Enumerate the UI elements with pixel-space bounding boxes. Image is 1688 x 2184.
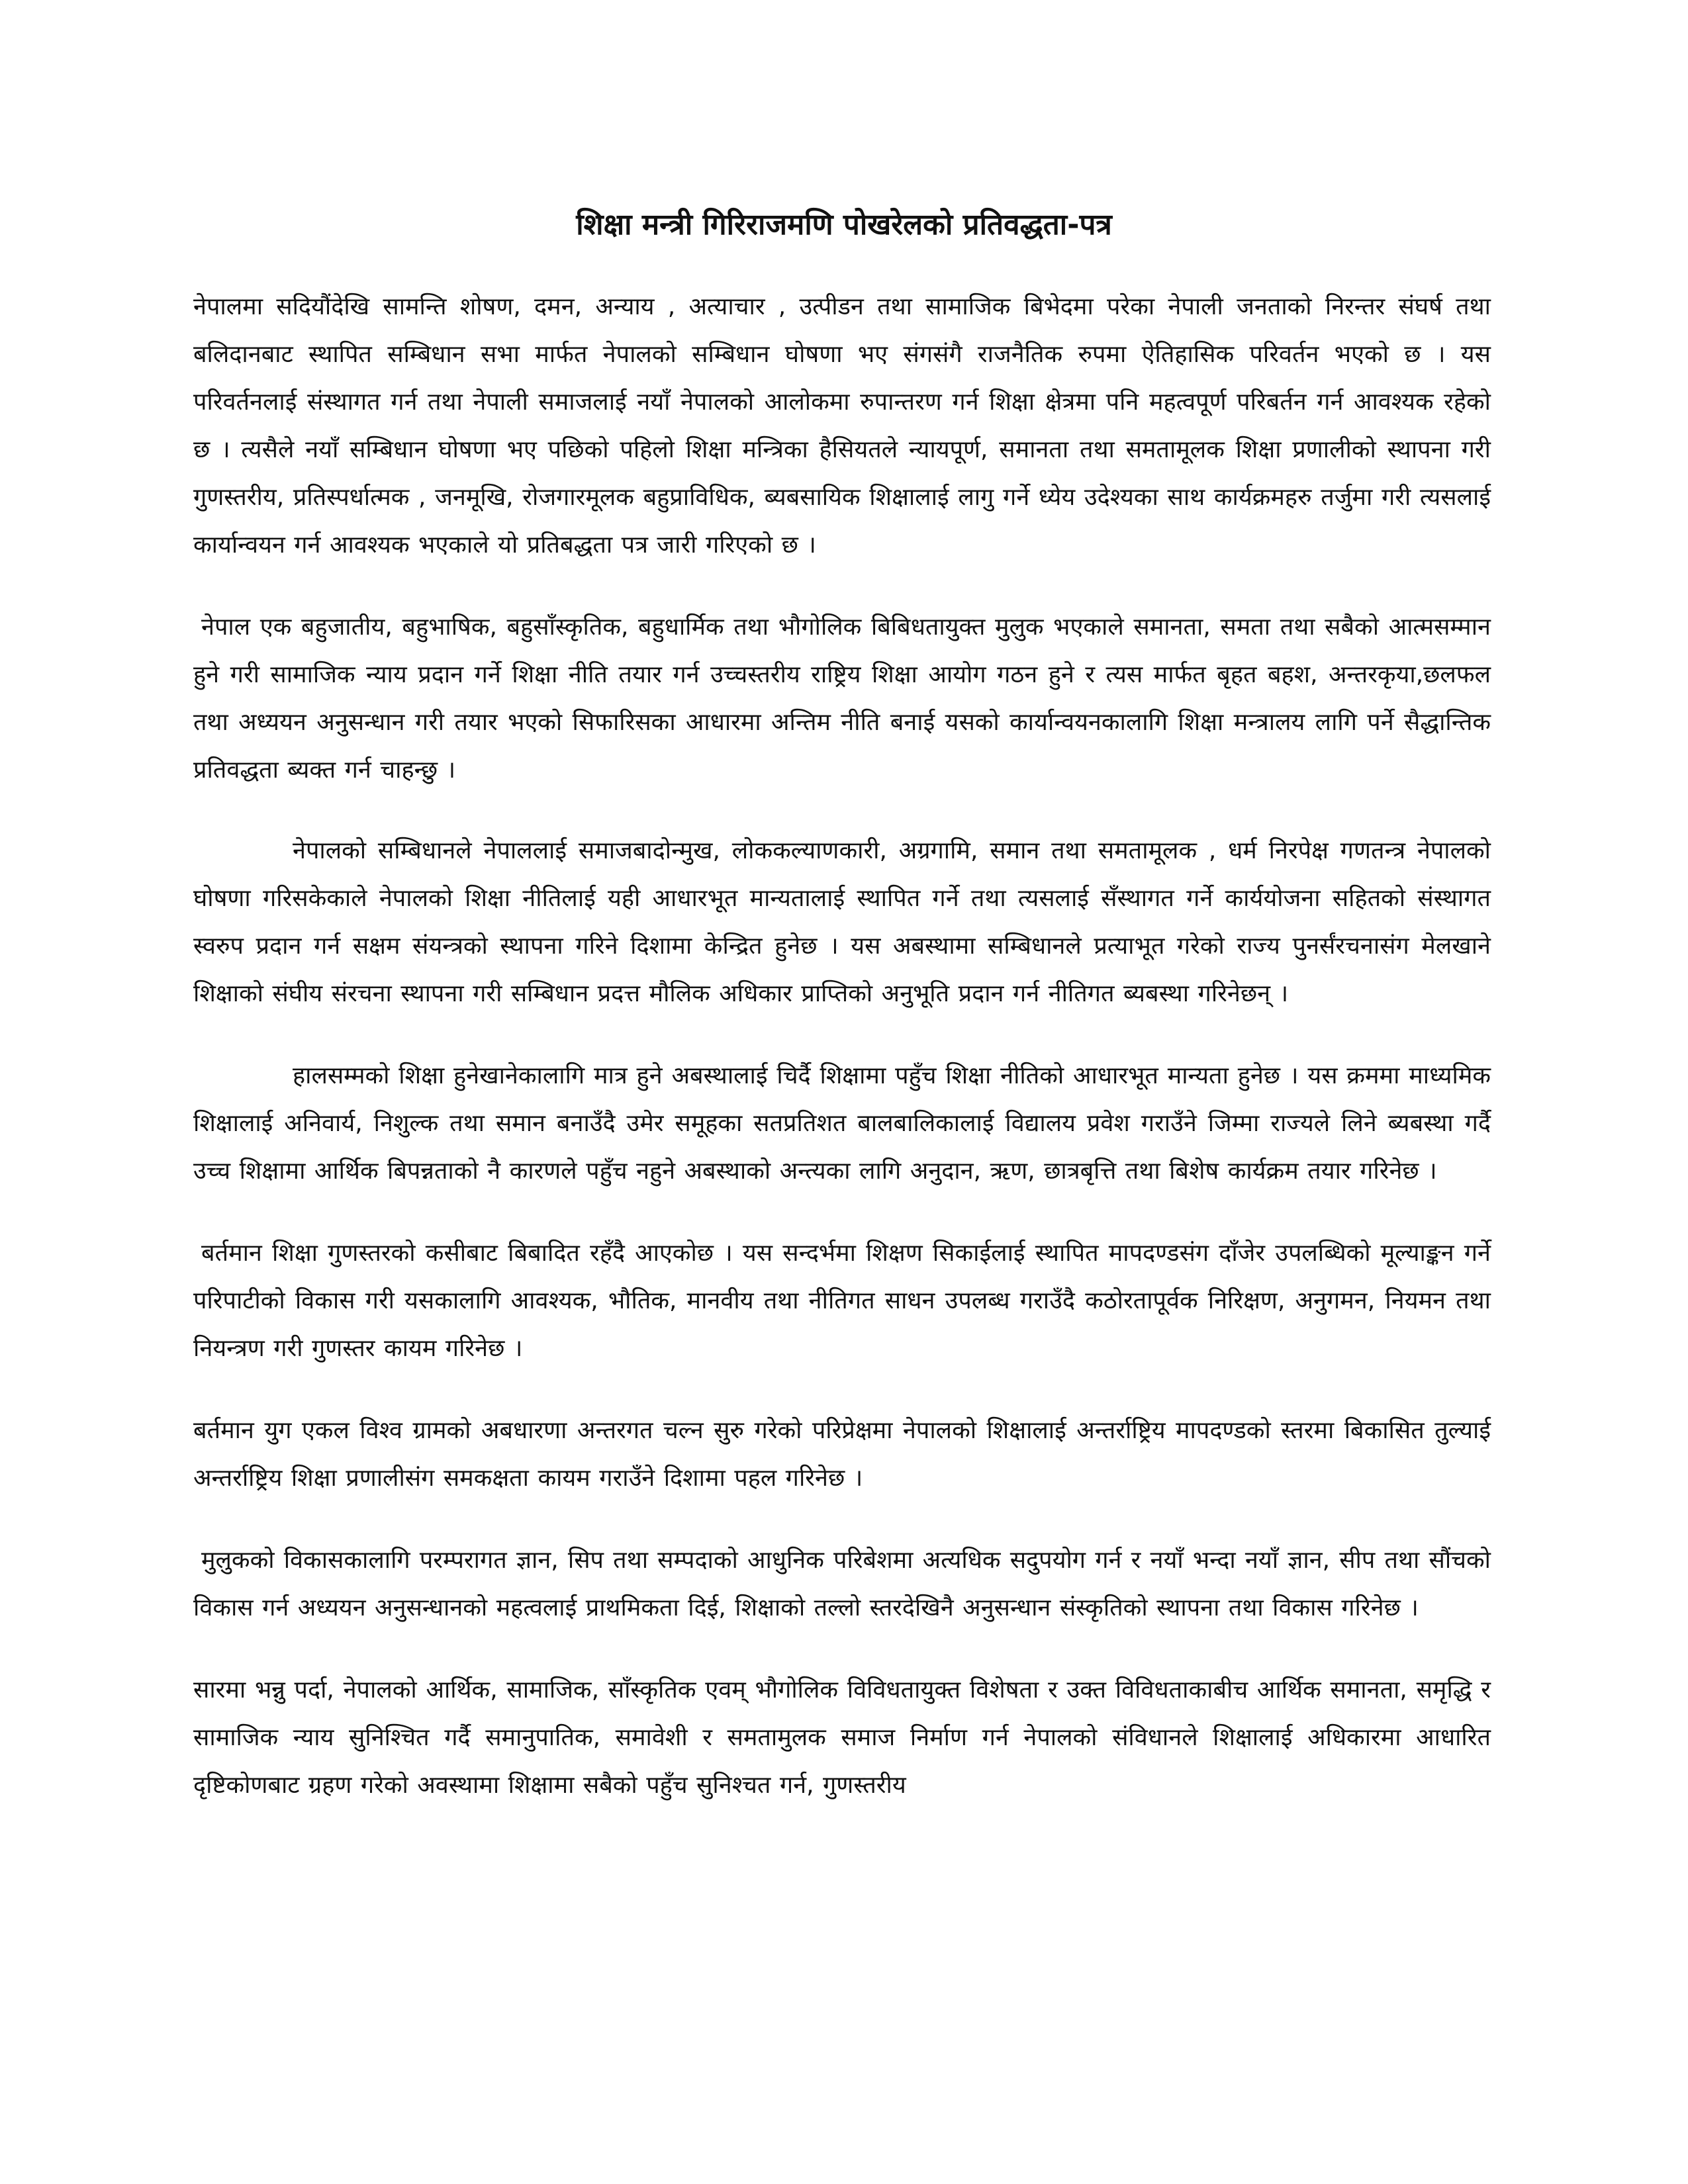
paragraph-2: नेपाल एक बहुजातीय, बहुभाषिक, बहुसाँस्कृतिक, बहुधार्मिक तथा भौगोलिक बिबिधतायुक्त मुलुक भएकाले समानता, समता तथा सबैको आत्मसम्मान हुने गरी सामाजिक न्याय प्रदान गर्ने शिक्षा नीति तयार गर्न उच्चस्तरीय राष्ट्रिय शिक्षा आयोग गठन हुने र त्यस मार्फत बृहत बहश, अन्तरकृया,छलफल तथा अध्ययन अनुसन्धान गरी तयार भएको सिफारिसका आधारमा अन्तिम नीति बनाई यसको कार्यान्वयनकालागि शिक्षा मन्त्रालय लागि पर्ने सैद्धान्तिक प्रतिवद्धता ब्यक्त गर्न चाहन्छु ।: [193, 614, 1491, 784]
paragraph-1: नेपालमा सदियौंदेखि सामन्ति शोषण, दमन, अन्याय , अत्याचार , उत्पीडन तथा सामाजिक बिभेदमा परेका नेपाली जनताको निरन्तर संघर्ष तथा बलिदानबाट स्थापित सम्बिधान सभा मार्फत नेपालको सम्बिधान घोषणा भए संगसंगै राजनैतिक रुपमा ऐतिहासिक परिवर्तन भएको छ । यस परिवर्तनलाई संस्थागत गर्न तथा नेपाली समाजलाई नयाँ नेपालको आलोकमा रुपान्तरण गर्न शिक्षा क्षेत्रमा पनि महत्वपूर्ण परिबर्तन गर्न आवश्यक रहेको छ । त्यसैले नयाँ सम्बिधान घोषणा भए पछिको पहिलो शिक्षा मन्त्रिका हैसियतले न्यायपूर्ण, समानता तथा समतामूलक शिक्षा प्रणालीको स्थापना गरी गुणस्तरीय, प्रतिस्पर्धात्मक , जनमूखि, रोजगारमूलक बहुप्राविधिक, ब्यबसायिक शिक्षालाई लागु गर्ने ध्येय उदेश्यका साथ कार्यक्रमहरु तर्जुमा गरी त्यसलाई कार्यान्वयन गर्न आवश्यक भएकाले यो प्रतिबद्धता पत्र जारी गरिएको छ ।: [193, 293, 1491, 559]
document-title: शिक्षा मन्त्री गिरिराजमणि पोखरेलको प्रतिवद्धता-पत्र: [576, 208, 1112, 242]
paragraph-4: हालसम्मको शिक्षा हुनेखानेकालागि मात्र हुने अबस्थालाई चिर्दै शिक्षामा पहुँच शिक्षा नीतिको आधारभूत मान्यता हुनेछ । यस क्रममा माध्यमिक शिक्षालाई अनिवार्य, निशुल्क तथा समान बनाउँदै उमेर समूहका सतप्रतिशत बालबालिकालाई विद्यालय प्रवेश गराउँने जिम्मा राज्यले लिने ब्यबस्था गर्दै उच्च शिक्षामा आर्थिक बिपन्नताको नै कारणले पहुँच नहुने अबस्थाको अन्त्यका लागि अनुदान, ऋण, छात्रबृत्ति तथा बिशेष कार्यक्रम तयार गरिनेछ ।: [193, 1062, 1491, 1185]
document-body: [193, 283, 1491, 1809]
paragraph-8: सारमा भन्नु पर्दा, नेपालको आर्थिक, सामाजिक, साँस्कृतिक एवम् भौगोलिक विविधतायुक्त विशेषता र उक्त विविधताकाबीच आर्थिक समानता, समृद्धि र सामाजिक न्याय सुनिश्चित गर्दै समानुपातिक, समावेशी र समतामुलक समाज निर्माण गर्न नेपालको संविधानले शिक्षालाई अधिकारमा आधारित दृष्टिकोणबाट ग्रहण गरेको अवस्थामा शिक्षामा सबैको पहुँच सुनिश्चत गर्न, गुणस्तरीय: [193, 1676, 1491, 1799]
paragraph-5: बर्तमान शिक्षा गुणस्तरको कसीबाट बिबादित रहँदै आएकोछ । यस सन्दर्भमा शिक्षण सिकाईलाई स्थापित मापदण्डसंग दाँजेर उपलब्धिको मूल्याङ्कन गर्ने परिपाटीको विकास गरी यसकालागि आवश्यक, भौतिक, मानवीय तथा नीतिगत साधन उपलब्ध गराउँदै कठोरतापूर्वक निरिक्षण, अनुगमन, नियमन तथा नियन्त्रण गरी गुणस्तर कायम गरिनेछ ।: [193, 1240, 1491, 1362]
paragraph-6: बर्तमान युग एकल विश्व ग्रामको अबधारणा अन्तरगत चल्न सुरु गरेको परिप्रेक्षमा नेपालको शिक्षालाई अन्तर्राष्ट्रिय मापदण्डको स्तरमा बिकासित तुल्याई अन्तर्राष्ट्रिय शिक्षा प्रणालीसंग समकक्षता कायम गराउँने दिशामा पहल गरिनेछ ।: [193, 1417, 1491, 1492]
paragraph-3: नेपालको सम्बिधानले नेपाललाई समाजबादोन्मुख, लोककल्याणकारी, अग्रगामि, समान तथा समतामूलक , धर्म निरपेक्ष गणतन्त्र नेपालको घोषणा गरिसकेकाले नेपालको शिक्षा नीतिलाई यही आधारभूत मान्यतालाई स्थापित गर्ने तथा त्यसलाई सँस्थागत गर्ने कार्ययोजना सहितको संस्थागत स्वरुप प्रदान गर्न सक्षम संयन्त्रको स्थापना गरिने दिशामा केन्द्रित हुनेछ । यस अबस्थामा सम्बिधानले प्रत्याभूत गरेको राज्य पुनर्संरचनासंग मेलखाने शिक्षाको संघीय संरचना स्थापना गरी सम्बिधान प्रदत्त मौलिक अधिकार प्राप्तिको अनुभूति प्रदान गर्न नीतिगत ब्यबस्था गरिनेछन् ।: [193, 837, 1491, 1007]
paragraph-7: मुलुकको विकासकालागि परम्परागत ज्ञान, सिप तथा सम्पदाको आधुनिक परिबेशमा अत्यधिक सदुपयोग गर्न र नयाँ भन्दा नयाँ ज्ञान, सीप तथा सौंचको विकास गर्न अध्ययन अनुसन्धानको महत्वलाई प्राथमिकता दिई, शिक्षाको तल्लो स्तरदेखिनै अनुसन्धान संस्कृतिको स्थापना तथा विकास गरिनेछ ।: [193, 1547, 1491, 1621]
